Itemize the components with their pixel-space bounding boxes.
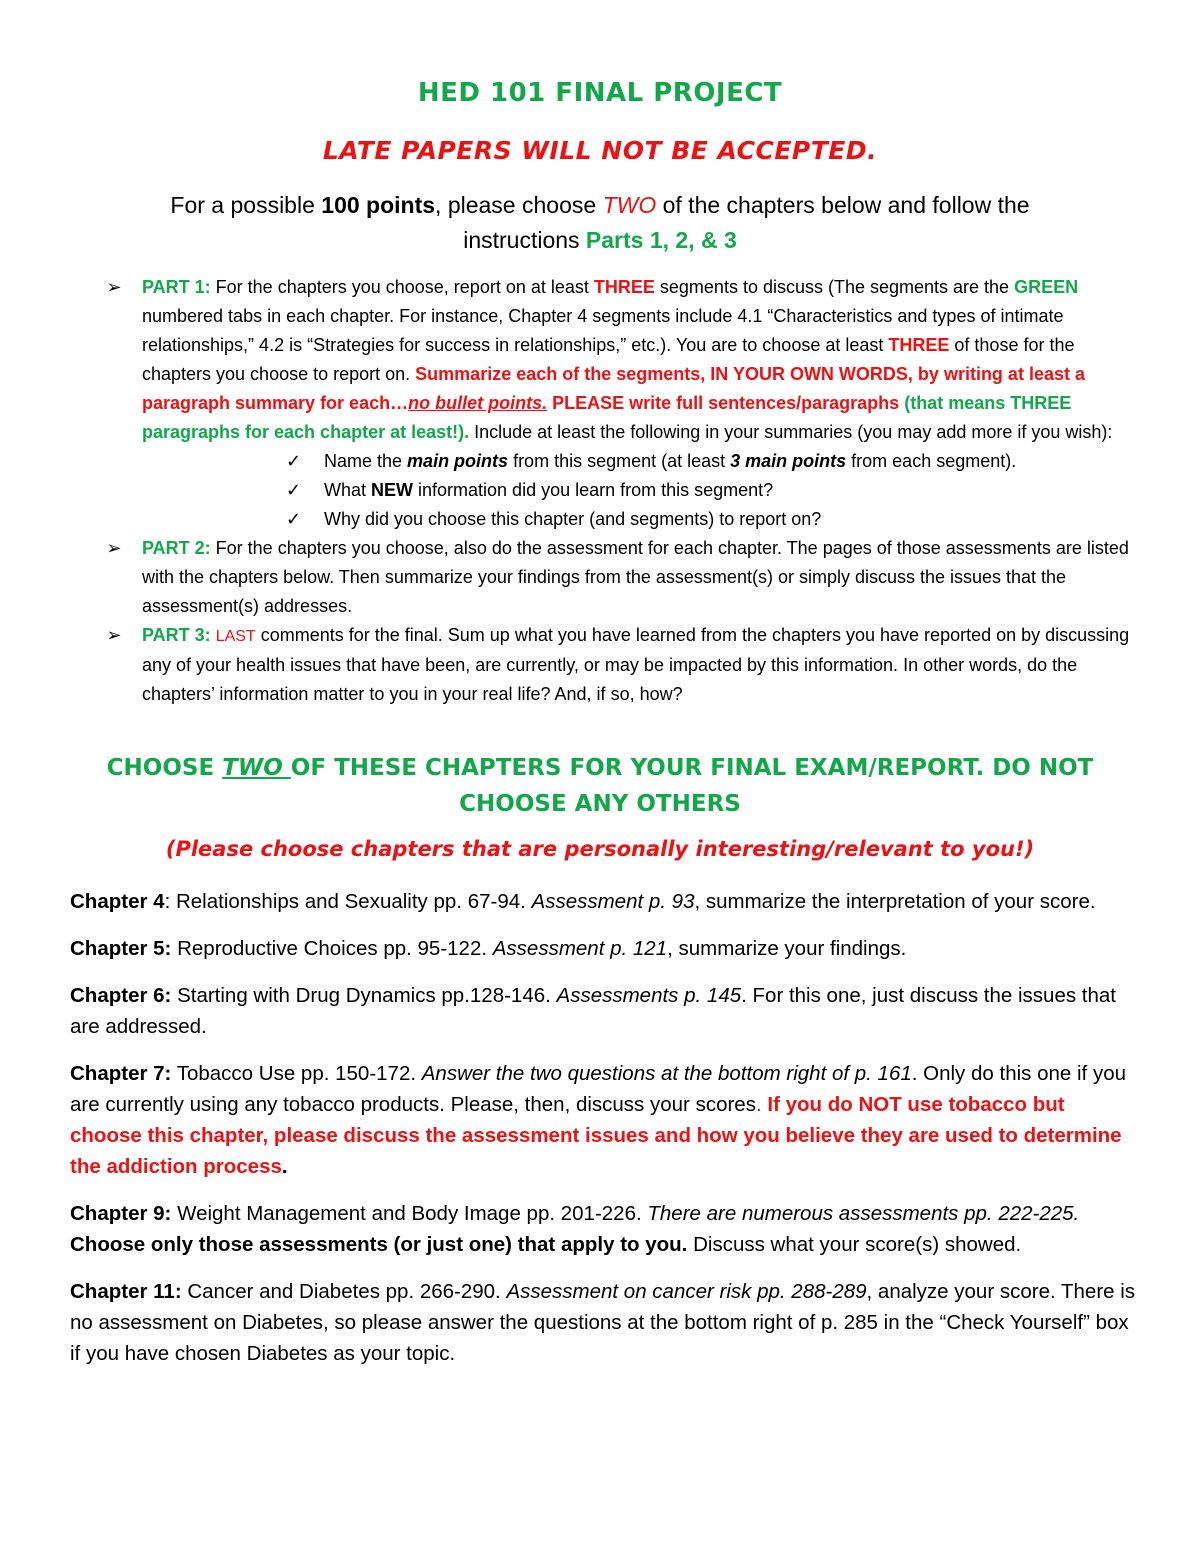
- chapter-5: Chapter 5: Reproductive Choices pp. 95-122. Assessment p. 121, summarize your findings.: [70, 937, 907, 960]
- part-1: ➢ PART 1: For the chapters you choose, report on at least THREE segments to discuss (The segments are the GREEN numbered tabs in each chapter. For instance, Chapter 4 segments include 4.1 “Characteristics and types of intimate relationships,” 4.2 is “Strategies for success in relationships,” etc.). You are to choose at least THREE of those for the chapters you choose to report on. Summarize each of the segments, IN YOUR OWN WORDS, by writing at least a paragraph summary for each…no bullet points. PLEASE write full sentences/paragraphs (that means THREE paragraphs for each chapter at least!). Include at least the following in your summaries (you may add more if you wish): ✓ Name the main points from this segment (at least 3 main points from each segment). ✓ What NEW information did you learn from this segment? ✓ Why did you choose this chapter (and segments) to report on?: [103, 273, 1143, 534]
- parts-list: [103, 273, 1143, 709]
- checkmark-icon: ✓: [286, 480, 302, 500]
- chapter-6: Chapter 6: Starting with Drug Dynamics pp.128-146. Assessments p. 145. For this one, just discuss the issues that are addressed.: [70, 984, 1116, 1038]
- check-item: ✓ What NEW information did you learn from this segment?: [282, 476, 1143, 505]
- page-title: HED 101 FINAL PROJECT: [417, 78, 783, 108]
- chapter-7: Chapter 7: Tobacco Use pp. 150-172. Answer the two questions at the bottom right of p. 161. Only do this one if you are currently using any tobacco products. Please, then, discuss your scores. If you do NOT use tobacco but choose this chapter, please discuss the assessment issues and how you believe they are used to determine the addiction process.: [70, 1062, 1126, 1178]
- part-3: ➢ PART 3: LAST comments for the final. Sum up what you have learned from the chapters you have reported on by discussing any of your health issues that have been, are currently, or may be impacted by this information. In other words, do the chapters’ information matter to you in your real life? And, if so, how?: [103, 621, 1143, 709]
- arrow-bullet-icon: ➢: [106, 277, 122, 297]
- arrow-bullet-icon: ➢: [106, 625, 122, 645]
- chapter-list: [70, 886, 1140, 1385]
- check-item: ✓ Name the main points from this segment (at least 3 main points from each segment).: [282, 447, 1143, 476]
- chapter-9: Chapter 9: Weight Management and Body Image pp. 201-226. There are numerous assessments pp. 222-225. Choose only those assessments (or just one) that apply to you. Discuss what your score(s) showed.: [70, 1202, 1080, 1256]
- choose-heading: CHOOSE TWO OF THESE CHAPTERS FOR YOUR FINAL EXAM/REPORT. DO NOT CHOOSE ANY OTHERS: [106, 755, 1094, 817]
- check-item: ✓ Why did you choose this chapter (and segments) to report on?: [282, 505, 1143, 534]
- checkmark-icon: ✓: [286, 451, 302, 471]
- intro-paragraph: For a possible 100 points, please choose TWO of the chapters below and follow the instructions Parts 1, 2, & 3: [170, 192, 1030, 253]
- part-2: ➢ PART 2: For the chapters you choose, also do the assessment for each chapter. The pages of those assessments are listed with the chapters below. Then summarize your findings from the assessment(s) or simply discuss the issues that the assessment(s) addresses.: [103, 534, 1143, 621]
- chapter-11: Chapter 11: Cancer and Diabetes pp. 266-290. Assessment on cancer risk pp. 288-289, analyze your score. There is no assessment on Diabetes, so please answer the questions at the bottom right of p. 285 in the “Check Yourself” box if you have chosen Diabetes as your topic.: [70, 1280, 1136, 1365]
- arrow-bullet-icon: ➢: [106, 538, 122, 558]
- chapter-4: Chapter 4: Relationships and Sexuality pp. 67-94. Assessment p. 93, summarize the interpretation of your score.: [70, 890, 1096, 913]
- checkmark-icon: ✓: [286, 509, 302, 529]
- late-notice: LATE PAPERS WILL NOT BE ACCEPTED.: [322, 136, 878, 165]
- please-choose-note: (Please choose chapters that are personally interesting/relevant to you!): [165, 837, 1035, 861]
- check-list: [142, 447, 1143, 534]
